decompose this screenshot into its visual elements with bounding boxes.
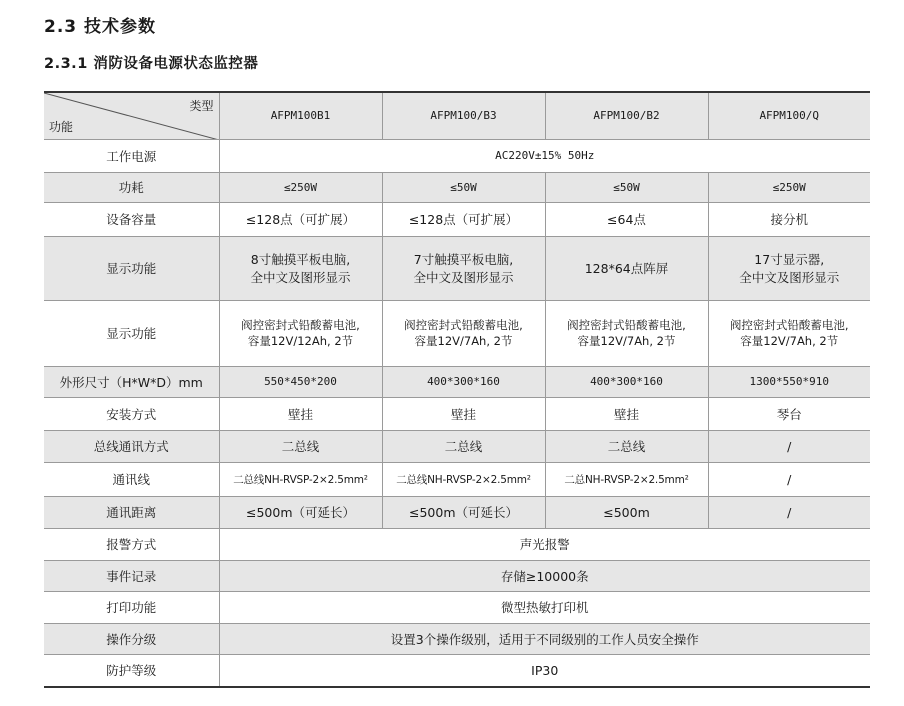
row-label: 功耗 bbox=[44, 172, 219, 202]
cell-value: 二总线 bbox=[382, 430, 545, 462]
header-function-label: 功能 bbox=[49, 119, 74, 134]
cell-value: / bbox=[708, 496, 870, 528]
section-heading-2-3-1: 2.3.1 消防设备电源状态监控器 bbox=[44, 56, 259, 72]
cell-value bbox=[382, 236, 545, 300]
header-diagonal-cell bbox=[44, 92, 219, 139]
cell-value: ≤500m（可延长） bbox=[219, 496, 382, 528]
table-row bbox=[44, 397, 870, 430]
row-label: 外形尺寸（H*W*D）mm bbox=[44, 366, 219, 397]
cell-value: 壁挂 bbox=[219, 397, 382, 430]
cell-value: IP30 bbox=[219, 654, 870, 687]
cell-value: ≤50W bbox=[382, 172, 545, 202]
cell-value bbox=[708, 300, 870, 366]
table-row bbox=[44, 528, 870, 560]
cell-value: AC220V±15% 50Hz bbox=[219, 139, 870, 172]
row-label: 事件记录 bbox=[44, 560, 219, 591]
cell-line: 阀控密封式铅酸蓄电池, bbox=[567, 318, 686, 332]
cell-value: 声光报警 bbox=[219, 528, 870, 560]
cell-line: 阀控密封式铅酸蓄电池, bbox=[729, 318, 849, 332]
table-row bbox=[44, 300, 870, 366]
table-header-row bbox=[44, 92, 870, 139]
cell-value: 琴台 bbox=[708, 397, 870, 430]
model-header: AFPM100B1 bbox=[219, 92, 382, 139]
cell-value: ≤250W bbox=[708, 172, 870, 202]
cell-value: ≤50W bbox=[545, 172, 708, 202]
row-label: 显示功能 bbox=[44, 300, 219, 366]
row-label: 报警方式 bbox=[44, 528, 219, 560]
table-row bbox=[44, 462, 870, 496]
cell-line: 容量12V/7Ah, 2节 bbox=[740, 334, 839, 348]
cell-value: 壁挂 bbox=[382, 397, 545, 430]
cell-value: ≤128点（可扩展） bbox=[382, 202, 545, 236]
cell-line: 全中文及图形显示 bbox=[739, 270, 840, 285]
cell-value: ≤64点 bbox=[545, 202, 708, 236]
cell-value: 二总线NH-RVSP-2×2.5mm² bbox=[382, 462, 545, 496]
cell-value bbox=[382, 300, 545, 366]
table-row bbox=[44, 496, 870, 528]
cell-value: 壁挂 bbox=[545, 397, 708, 430]
cell-value: 二总线 bbox=[545, 430, 708, 462]
row-label: 防护等级 bbox=[44, 654, 219, 687]
table-row bbox=[44, 172, 870, 202]
cell-value: ≤500m（可延长） bbox=[382, 496, 545, 528]
cell-value: 550*450*200 bbox=[219, 366, 382, 397]
section-heading-2-3: 2.3 技术参数 bbox=[44, 17, 157, 37]
cell-line: 7寸触摸平板电脑, bbox=[413, 252, 514, 267]
table-row bbox=[44, 591, 870, 623]
cell-value: 400*300*160 bbox=[382, 366, 545, 397]
table-row bbox=[44, 430, 870, 462]
cell-value: 128*64点阵屏 bbox=[545, 236, 708, 300]
row-label: 安装方式 bbox=[44, 397, 219, 430]
cell-line: 阀控密封式铅酸蓄电池, bbox=[404, 318, 523, 332]
spec-table bbox=[44, 91, 870, 688]
cell-value: 接分机 bbox=[708, 202, 870, 236]
cell-value: / bbox=[708, 430, 870, 462]
cell-line: 8寸触摸平板电脑, bbox=[250, 252, 351, 267]
model-header: AFPM100/B3 bbox=[382, 92, 545, 139]
cell-value: 二总NH-RVSP-2×2.5mm² bbox=[545, 462, 708, 496]
row-label: 设备容量 bbox=[44, 202, 219, 236]
table-row bbox=[44, 139, 870, 172]
table-row bbox=[44, 202, 870, 236]
cell-value: 设置3个操作级别，适用于不同级别的工作人员安全操作 bbox=[219, 623, 870, 654]
row-label: 通讯距离 bbox=[44, 496, 219, 528]
cell-line: 容量12V/7Ah, 2节 bbox=[577, 334, 676, 348]
cell-value: ≤500m bbox=[545, 496, 708, 528]
row-label: 通讯线 bbox=[44, 462, 219, 496]
cell-value bbox=[708, 236, 870, 300]
table-row bbox=[44, 236, 870, 300]
cell-line: 容量12V/7Ah, 2节 bbox=[414, 334, 513, 348]
cell-line: 全中文及图形显示 bbox=[413, 270, 514, 285]
row-label: 总线通讯方式 bbox=[44, 430, 219, 462]
cell-value: 1300*550*910 bbox=[708, 366, 870, 397]
cell-value bbox=[545, 300, 708, 366]
cell-value: ≤128点（可扩展） bbox=[219, 202, 382, 236]
cell-value bbox=[219, 236, 382, 300]
table-row bbox=[44, 654, 870, 687]
table-row bbox=[44, 366, 870, 397]
row-label: 操作分级 bbox=[44, 623, 219, 654]
cell-value: 存储≥10000条 bbox=[219, 560, 870, 591]
cell-value bbox=[219, 300, 382, 366]
cell-value: 二总线 bbox=[219, 430, 382, 462]
cell-value: ≤250W bbox=[219, 172, 382, 202]
cell-line: 容量12V/12Ah, 2节 bbox=[247, 334, 354, 348]
cell-line: 17寸显示器, bbox=[754, 252, 825, 267]
cell-value: 二总线NH-RVSP-2×2.5mm² bbox=[219, 462, 382, 496]
header-type-label: 类型 bbox=[189, 99, 214, 113]
cell-value: / bbox=[708, 462, 870, 496]
cell-line: 全中文及图形显示 bbox=[250, 270, 351, 285]
table-row bbox=[44, 560, 870, 591]
cell-value: 微型热敏打印机 bbox=[219, 591, 870, 623]
row-label: 打印功能 bbox=[44, 591, 219, 623]
row-label: 工作电源 bbox=[44, 139, 219, 172]
cell-line: 阀控密封式铅酸蓄电池, bbox=[241, 318, 360, 332]
table-row bbox=[44, 623, 870, 654]
model-header: AFPM100/B2 bbox=[545, 92, 708, 139]
row-label: 显示功能 bbox=[44, 236, 219, 300]
cell-value: 400*300*160 bbox=[545, 366, 708, 397]
model-header: AFPM100/Q bbox=[708, 92, 870, 139]
